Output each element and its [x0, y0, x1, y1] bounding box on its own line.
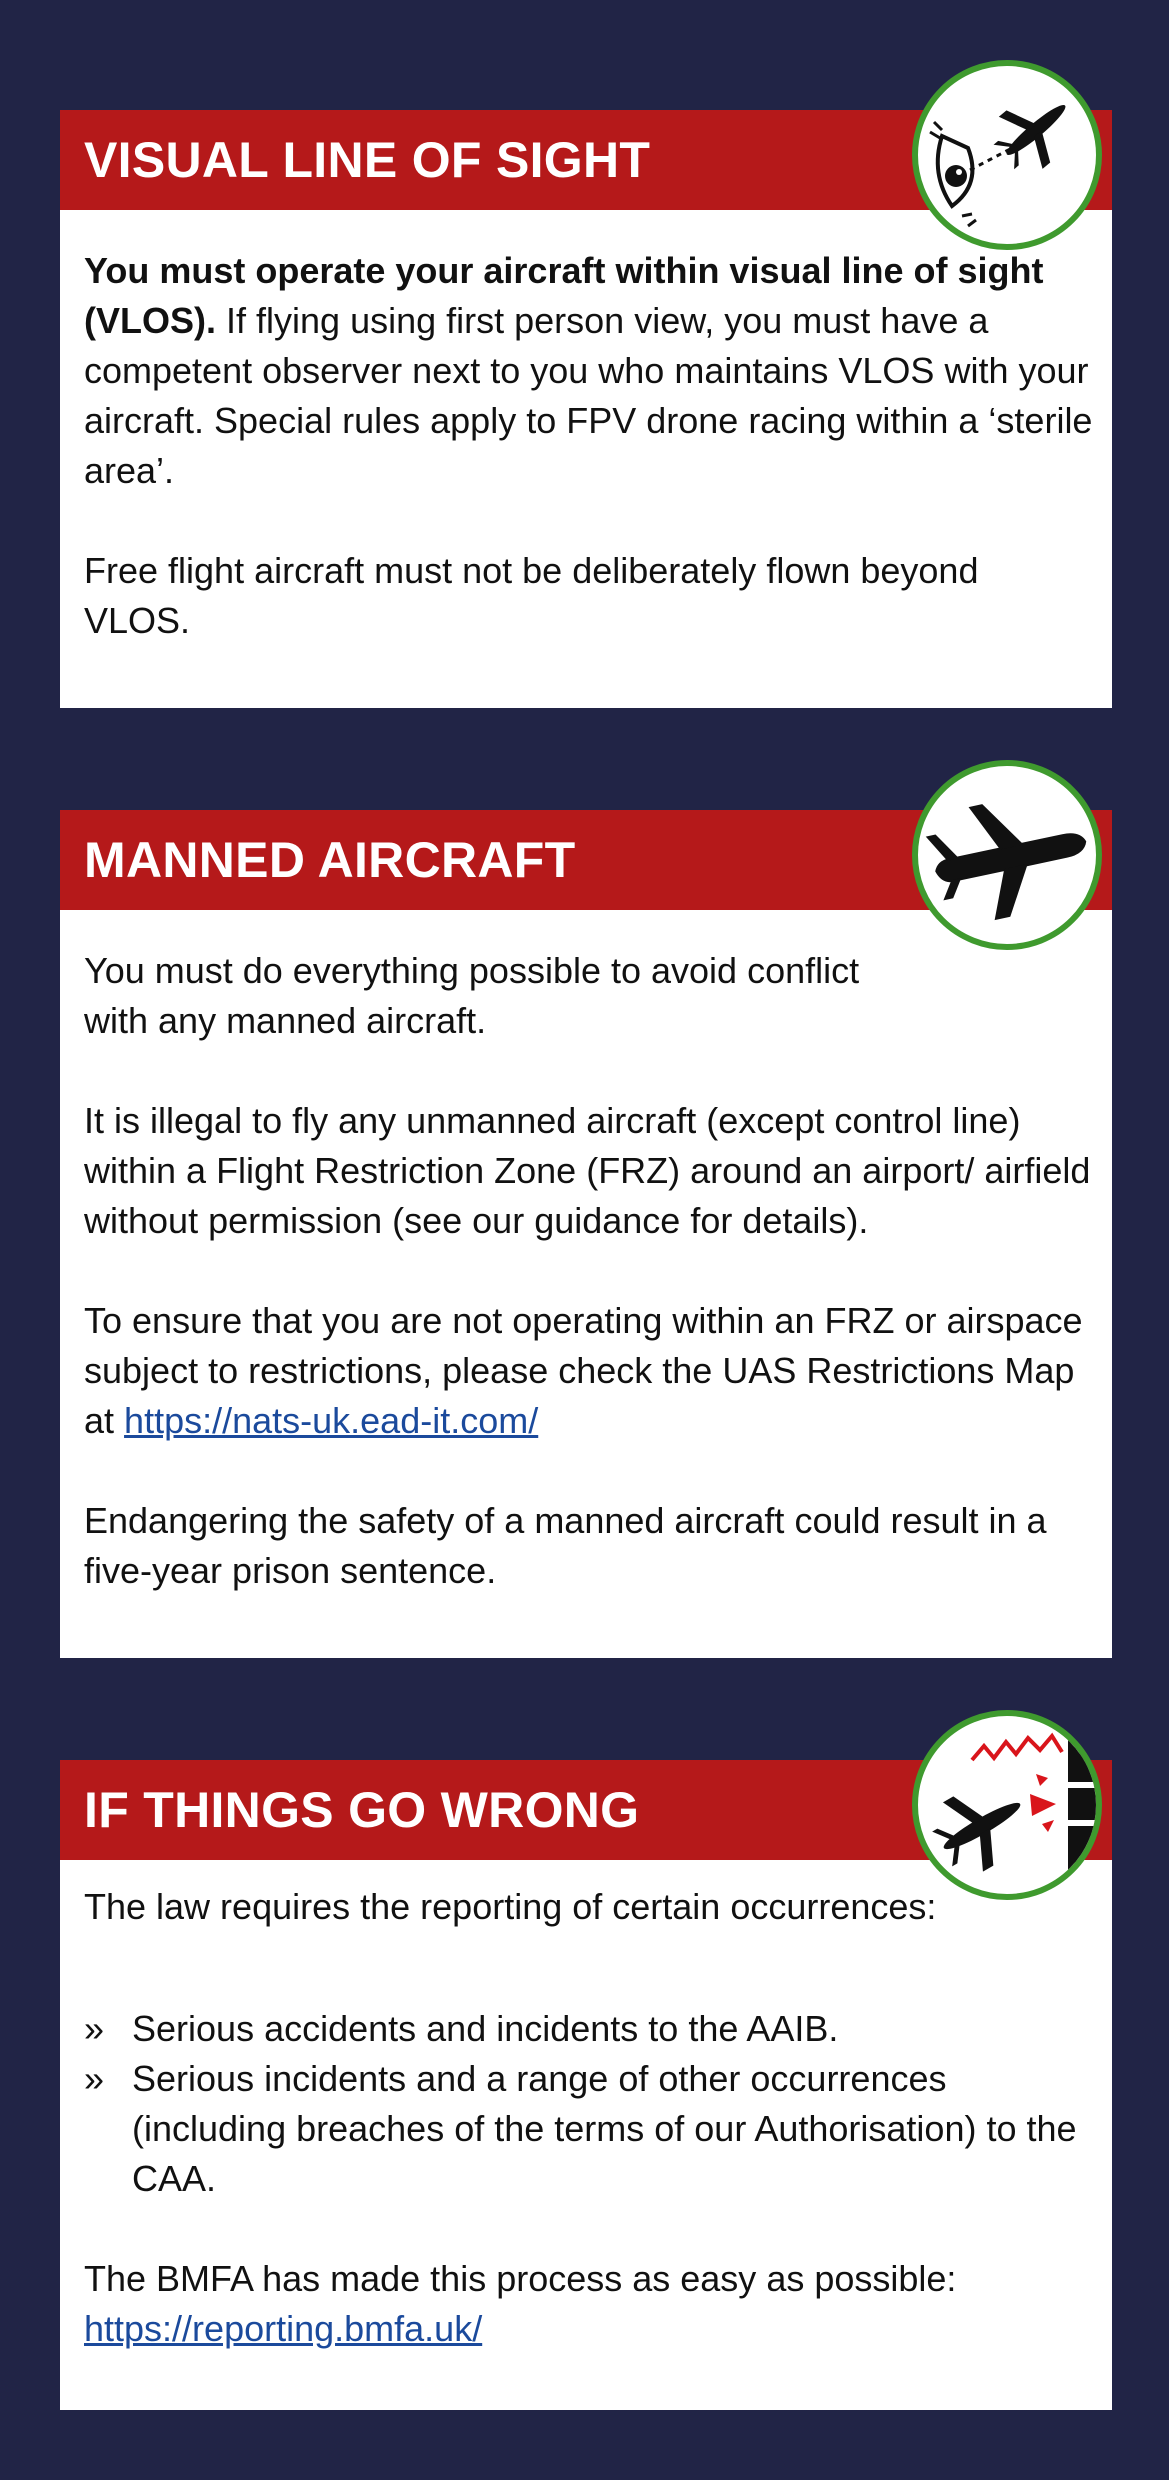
- vlos-rule-bold: You must operate your aircraft within visual line of sight (VLOS).: [84, 250, 1044, 341]
- manned-body: [84, 910, 1094, 1596]
- vlos-card: [60, 110, 1112, 708]
- wrong-body: [84, 1860, 1094, 2354]
- wrong-title: IF THINGS GO WRONG: [84, 1782, 640, 1838]
- wrong-paragraph-1: The law requires the reporting of certain occurrences:: [84, 1886, 937, 1927]
- manned-paragraph-1: You must do everything possible to avoid conflict with any manned aircraft.: [84, 950, 860, 1041]
- manned-paragraph-4: Endangering the safety of a manned aircraft could result in a five-year prison sentence.: [84, 1500, 1047, 1591]
- manned-paragraph-2: It is illegal to fly any unmanned aircraft (except control line) within a Flight Restriction Zone (FRZ) around an airport/ airfield without permission (see our guidance for details).: [84, 1100, 1091, 1241]
- vlos-paragraph-2: Free flight aircraft must not be deliberately flown beyond VLOS.: [84, 550, 979, 641]
- wrong-link-line: [84, 2304, 1094, 2354]
- manned-title: MANNED AIRCRAFT: [84, 832, 576, 888]
- vlos-paragraph-1: [84, 246, 1094, 496]
- list-item: » Serious incidents and a range of other occurrences (including breaches of the terms of our Authorisation) to the CAA.: [84, 2054, 1094, 2204]
- vlos-rule-detail: If flying using first person view, you must have a competent observer next to you who maintains VLOS with your aircraft. Special rules apply to FPV drone racing within a ‘sterile area’.: [84, 300, 1093, 491]
- bmfa-reporting-link[interactable]: https://reporting.bmfa.uk/: [84, 2308, 483, 2349]
- wrong-card: [60, 1760, 1112, 2410]
- manned-paragraph-3: [84, 1296, 1094, 1446]
- manned-map-text: To ensure that you are not operating within an FRZ or airspace subject to restrictions, please check the UAS Restrictions Map at: [84, 1300, 1083, 1441]
- uas-restrictions-map-link[interactable]: https://nats-uk.ead-it.com/: [124, 1400, 539, 1441]
- manned-card: [60, 810, 1112, 1658]
- wrong-paragraph-2: The BMFA has made this process as easy as possible:: [84, 2258, 957, 2299]
- bullet-marker: »: [84, 2058, 105, 2099]
- vlos-body: [84, 210, 1094, 646]
- vlos-title: VISUAL LINE OF SIGHT: [84, 132, 651, 188]
- reporting-list: [84, 2004, 1094, 2204]
- list-item: » Serious accidents and incidents to the AAIB.: [84, 2004, 1094, 2054]
- bullet-marker: »: [84, 2008, 105, 2049]
